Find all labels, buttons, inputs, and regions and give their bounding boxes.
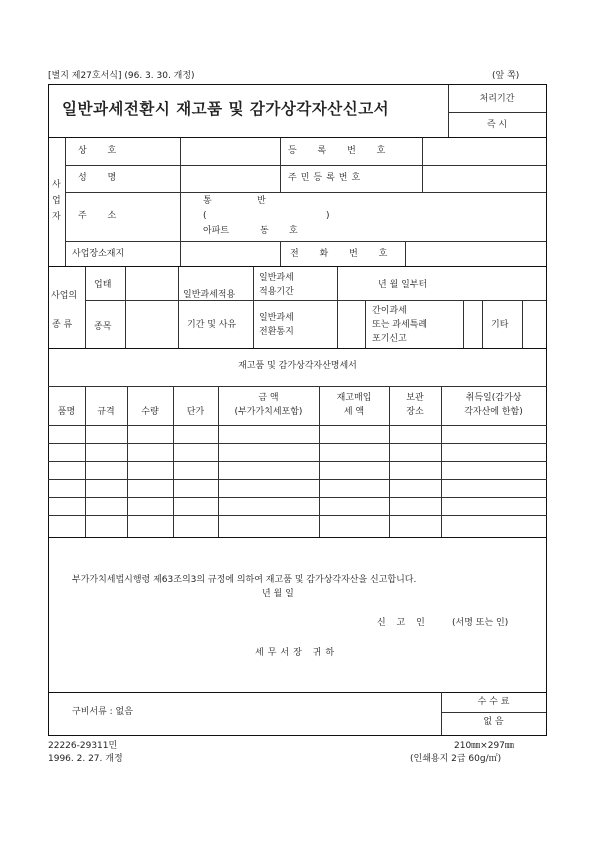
divider	[65, 241, 546, 242]
business-location-label: 사업장소재지	[72, 249, 125, 259]
column-header-unit-price: 단가	[186, 407, 205, 417]
address-ban: 반	[257, 196, 266, 206]
footer-paper-spec: (인쇄용지 2급 60g/㎡)	[410, 754, 502, 764]
name-label: 성 명	[78, 173, 126, 183]
column-header-tax: 세 액	[343, 407, 365, 417]
divider	[463, 300, 464, 348]
form-number: [별지 제27호서식] (96. 3. 30. 개정)	[48, 71, 195, 81]
column-header-purchase: 재고매입	[336, 393, 372, 403]
fee-label: 수 수 료	[477, 697, 510, 707]
divider	[522, 300, 523, 348]
divider	[48, 386, 547, 387]
divider	[85, 300, 546, 301]
address-ho: 호	[289, 226, 298, 236]
footer-paper-size: 210㎜×297㎜	[454, 741, 514, 751]
fee-value: 없 음	[483, 717, 504, 727]
divider	[48, 425, 547, 426]
footer-revision-date: 1996. 2. 27. 개정	[48, 754, 123, 764]
divider	[65, 138, 66, 266]
registration-number-label: 등 록 번 호	[288, 146, 395, 156]
business-category-label: 업태	[94, 280, 112, 290]
divider	[48, 266, 547, 267]
transition-label-2: 전환통지	[259, 327, 294, 337]
divider	[65, 165, 546, 166]
divider	[253, 267, 254, 348]
addressee: 세무서장 귀하	[255, 648, 339, 658]
address-apartment: 아파트	[203, 226, 230, 236]
divider	[280, 138, 281, 192]
page-side-label: (앞 쪽)	[492, 71, 520, 81]
divider	[482, 300, 483, 348]
operator-label-2: 업	[52, 196, 61, 206]
form-title: 일반과세전환시 재고품 및 감가상각자산신고서	[62, 100, 390, 118]
declaration-date: 년 월 일	[262, 589, 294, 599]
required-documents: 구비서류 : 없음	[72, 707, 133, 717]
column-header-acquired-note: 각자산에 한함)	[464, 407, 523, 417]
period-label-2: 적용기간	[259, 287, 294, 297]
inventory-title: 재고품 및 감가상각자산명세서	[238, 361, 357, 371]
column-header-storage: 보관	[406, 393, 424, 403]
form-right-border	[546, 84, 547, 735]
divider	[48, 497, 547, 498]
column-header-item-name: 품명	[57, 407, 76, 417]
column-header-location: 장소	[406, 407, 424, 417]
divider	[48, 692, 547, 693]
divider	[448, 112, 546, 113]
divider	[48, 537, 547, 538]
divider	[337, 267, 338, 348]
reason-label-2: 기간 및 사유	[187, 320, 237, 330]
processing-period-label: 처리기간	[479, 94, 515, 104]
divider	[85, 267, 86, 348]
divider	[48, 461, 547, 462]
address-tong: 통	[203, 196, 212, 206]
resident-number-label: 주민등록번호	[288, 173, 365, 183]
divider	[48, 348, 547, 349]
other-label: 기타	[491, 320, 509, 330]
reason-label-1: 일반과세적용	[183, 290, 236, 300]
trade-name-label: 상 호	[78, 146, 126, 156]
business-type-label-1: 사업의	[51, 291, 78, 301]
divider	[48, 515, 547, 516]
applicant-label: 신 고 인	[377, 618, 429, 628]
form-bottom-border	[48, 735, 547, 736]
address-label: 주 소	[78, 211, 126, 221]
address-paren-open: (	[203, 211, 207, 221]
column-header-acquired: 취득일(감가상	[465, 393, 522, 403]
footer-code: 22226-29311민	[48, 741, 118, 751]
column-header-quantity: 수량	[141, 407, 159, 417]
divider	[422, 138, 423, 192]
operator-label-1: 사	[52, 180, 61, 190]
divider	[180, 138, 181, 266]
address-dong: 동	[260, 226, 269, 236]
period-value: 년 월 일부터	[378, 280, 428, 290]
divider	[125, 267, 126, 348]
divider	[48, 443, 547, 444]
divider	[280, 241, 281, 266]
column-header-amount: 금 액	[258, 393, 279, 403]
phone-number-label: 전 화 번 호	[290, 249, 397, 259]
divider	[48, 479, 547, 480]
declaration-text: 부가가치세법시행령 제63조의3의 규정에 의하여 재고품 및 감가상각자산을 신고합니다.	[72, 575, 417, 585]
address-paren-close: )	[326, 211, 330, 221]
processing-period-value: 즉 시	[486, 120, 508, 130]
divider	[365, 300, 366, 348]
transition-label-1: 일반과세	[259, 313, 294, 323]
signature-label: (서명 또는 인)	[452, 618, 509, 628]
business-type-label-2: 종 류	[52, 320, 73, 330]
form-top-border	[48, 84, 547, 85]
waiver-label-2: 또는 과세특례	[372, 320, 428, 330]
column-header-spec: 규격	[97, 407, 115, 417]
operator-label-3: 자	[52, 212, 61, 222]
divider	[65, 192, 546, 193]
divider	[405, 241, 406, 266]
divider	[48, 137, 547, 138]
period-label-1: 일반과세	[259, 273, 294, 283]
business-item-label: 종목	[94, 322, 112, 332]
waiver-label-1: 간이과세	[372, 306, 407, 316]
waiver-label-3: 포기신고	[372, 334, 407, 344]
column-header-amount-note: (부가가치세포함)	[234, 407, 303, 417]
divider	[178, 267, 179, 348]
divider	[441, 712, 546, 713]
